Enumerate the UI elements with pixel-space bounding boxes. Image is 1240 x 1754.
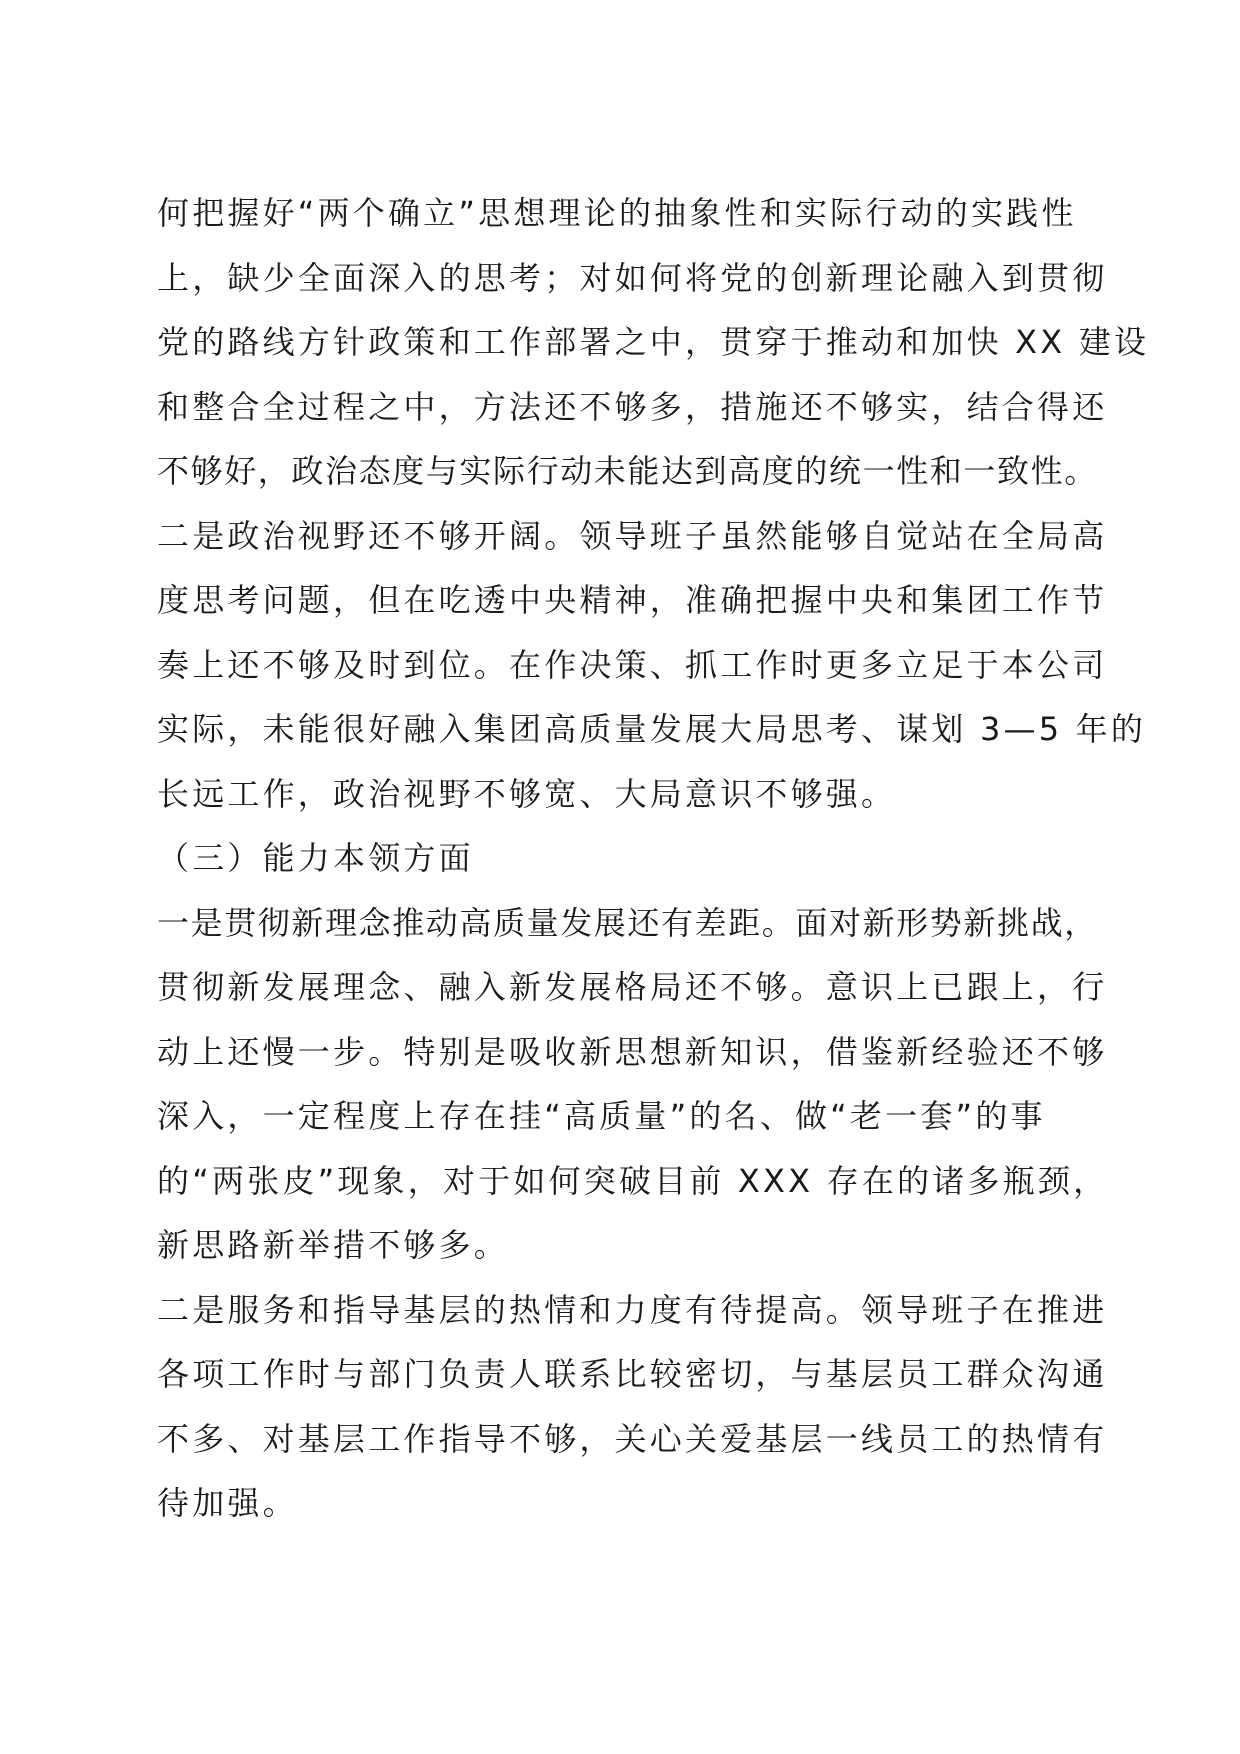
body-line: 深入，一定程度上存在挂“高质量”的名、做“老一套”的事 xyxy=(157,1097,1046,1135)
body-line: 党的路线方针政策和工作部署之中，贯穿于推动和加快 XX 建设 xyxy=(157,323,1150,361)
body-line: 待加强。 xyxy=(157,1484,298,1522)
body-line: 二是服务和指导基层的热情和力度有待提高。领导班子在推进 xyxy=(157,1290,1108,1329)
body-line: 长远工作，政治视野不够宽、大局意识不够强。 xyxy=(157,774,897,813)
document-body xyxy=(157,181,1150,1536)
body-line: 一是贯彻新理念推动高质量发展还有差距。面对新形势新挑战， xyxy=(157,903,1098,942)
section-heading: （三）能力本领方面 xyxy=(157,839,474,877)
body-line: 实际，未能很好融入集团高质量发展大局思考、谋划 3—5 年的 xyxy=(157,710,1147,748)
body-line: 上，缺少全面深入的思考；对如何将党的创新理论融入到贯彻 xyxy=(157,258,1108,297)
body-line: 的“两张皮”现象，对于如何突破目前 XXX 存在的诸多瓶颈， xyxy=(157,1161,1109,1200)
body-line: 贯彻新发展理念、融入新发展格局还不够。意识上已跟上，行 xyxy=(157,968,1108,1006)
body-line: 新思路新举措不够多。 xyxy=(157,1226,510,1264)
body-line: 度思考问题，但在吃透中央精神，准确把握中央和集团工作节 xyxy=(157,581,1108,619)
body-line: 动上还慢一步。特别是吸收新思想新知识，借鉴新经验还不够 xyxy=(157,1032,1108,1071)
body-line: 奏上还不够及时到位。在作决策、抓工作时更多立足于本公司 xyxy=(157,645,1108,684)
body-line: 二是政治视野还不够开阔。领导班子虽然能够自觉站在全局高 xyxy=(157,516,1108,555)
body-line: 不多、对基层工作指导不够，关心关爱基层一线员工的热情有 xyxy=(157,1419,1108,1458)
body-line: 不够好，政治态度与实际行动未能达到高度的统一性和一致性。 xyxy=(157,452,1098,490)
body-line: 和整合全过程之中，方法还不够多，措施还不够实，结合得还 xyxy=(157,387,1108,426)
body-line: 何把握好“两个确立”思想理论的抽象性和实际行动的实践性 xyxy=(157,194,1077,232)
body-line: 各项工作时与部门负责人联系比较密切，与基层员工群众沟通 xyxy=(157,1355,1108,1393)
